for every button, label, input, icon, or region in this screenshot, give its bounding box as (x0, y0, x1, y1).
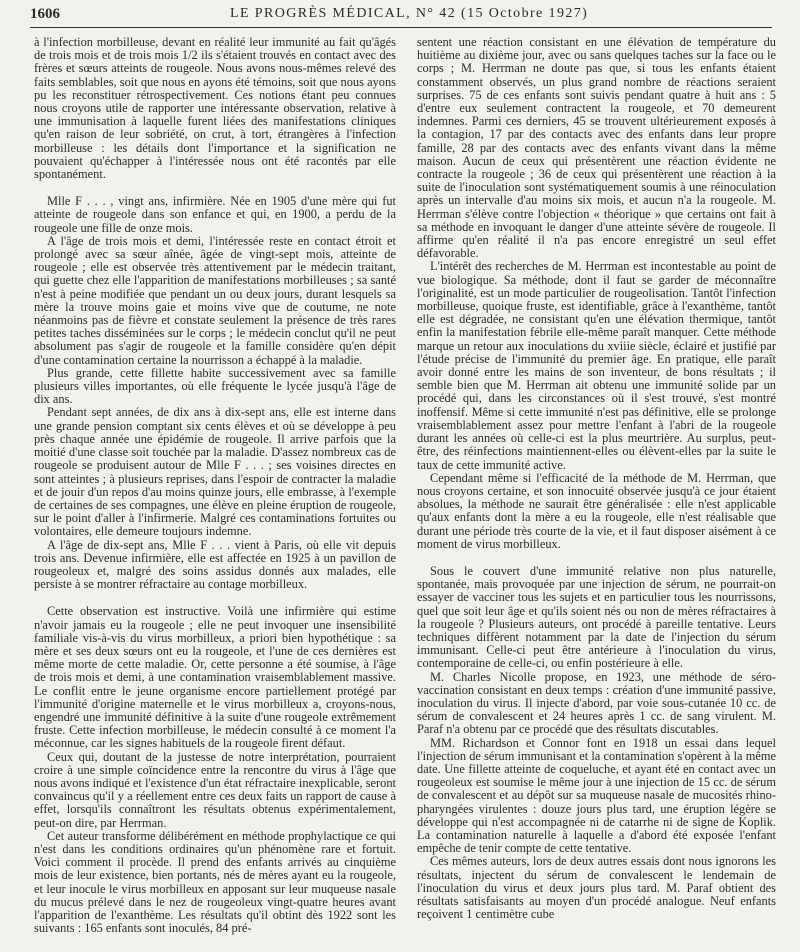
paragraph: Cet auteur transforme délibérément en méthode prophylactique ce qui n'est dans les conditions ordinaires qu'un phénomène rare et fortuit. Voici comment il procède. Il prend des enfants arrivés au cinquième mois de leur existence, bien portants, nés de mères ayant eu la rougeole, et leur inocule le virus morbilleux en apposant sur leur muqueuse nasale du mucus prélevé dans le nez de rougeoleux vingt-quatre heures avant l'apparition de l'exanthème. Les résultats qu'il obtint dès 1922 sont les suivants : 165 enfants sont inoculés, 84 pré- (34, 828, 396, 936)
paragraph: à l'infection morbilleuse, devant en réalité leur immunité au fait qu'âgés de trois mois et de trois mois 1/2 ils s'étaient trouvés en contact avec des frères et sœurs atteints de rougeole. Nous avons nous-mêmes relevé des faits semblables, soit que nous en ayons été témoins, soit que nous ayons pu les reconstituer rétrospectivement. Ces notions étant peu connues nous croyons utile de rapporter une intéressante observation, relative à une immunisation à laquelle furent liées des manifestations cliniques qu'en raison de leur sobriété, on crut, à tort, étrangères à l'infection morbilleuse : les détails dont l'importance et la signification ne pouvaient qu'échapper à l'intéressée nous ont été racontés par elle spontanément. (34, 35, 396, 182)
paragraph: MM. Richardson et Connor font en 1918 un essai dans lequel l'injection de sérum immunisant et la contamination s'opèrent à la même date. Une fillette atteinte de coqueluche, et ayant été en contact avec un rougeoleux est soumise le même jour à une injection de 15 cc. de sérum de convalescent et au dépôt sur sa muqueuse nasale de mucosités rhino-pharyngées virulentes : douze jours plus tard, une éruption légère se développe qui n'est accompagnée ni de catarrhe ni de signe de Koplik. La contamination naturelle à laquelle a d'abord été exposée l'enfant empêche de tenir compte de cette tentative. (417, 735, 776, 856)
paragraph: Mlle F . . . , vingt ans, infirmière. Née en 1905 d'une mère qui fut atteinte de rougeole dans son enfance et qui, en 1900, a perdu de la rougeole une fille de onze mois. (34, 194, 396, 235)
paragraph: sentent une réaction consistant en une élévation de température du huitième au dixième jour, avec ou sans quelques taches sur la face ou le corps ; M. Herrman ne doute pas que, si tous les enfants étaient constamment observés, un plus grand nombre de réactions seraient surprises. 75 de ces enfants sont suivis pendant quatre à huit ans : 5 d'entre eux seulement contractent la rougeole, et 70 demeurent indemnes. Parmi ces derniers, 45 se trouvent ultérieurement exposés à la contagion, 17 par des contacts avec des enfants dans leur propre famille, 28 par des contacts avec des enfants vivant dans la même maison. Aucun de ceux qui présentèrent une réaction évidente ne contracte la rougeole ; 36 de ceux qui présentèrent une réaction à la suite de l'inoculation sont systématiquement soumis à une réinoculation après un intervalle d'au moins six mois, et aucun n'a la rougeole. M. Herrman s'élève contre l'objection « théorique » que certains ont fait à sa méthode en invoquant le danger d'une atteinte sévère de rougeole. Il affirme qu'en réalité il n'a pas encore enregistré un seul effet défavorable. (417, 35, 776, 261)
right-column (417, 36, 776, 921)
paragraph: A l'âge de dix-sept ans, Mlle F . . . vient à Paris, où elle vit depuis trois ans. Devenue infirmière, elle est affectée en 1925 à un pavillon de rougeoleux et, malgré des soins assidus donnés aux malades, elle persiste à se montrer réfractaire au contage morbilleux. (34, 537, 396, 592)
header-rule (30, 27, 772, 28)
running-title: LE PROGRÈS MÉDICAL, N° 42 (15 Octobre 1927) (230, 6, 589, 21)
paragraph: Pendant sept années, de dix ans à dix-sept ans, elle est interne dans une grande pension comptant six cents élèves et où se développe à peu près chaque année une épidémie de rougeole. Il arrive parfois que la moitié d'une classe soit touchée par la maladie. D'assez nombreux cas de rougeole se produisent autour de Mlle F . . . ; ses voisines directes en sont atteintes ; à plusieurs reprises, dans l'espoir de contracter la maladie et de jouir d'un repos d'au moins quinze jours, elle embrasse, à l'exemple de certaines de ses compagnes, une élève en pleine éruption de rougeole, sur le point d'aller à l'infirmerie. Malgré ces contaminations fortuites ou volontaires, elle demeure toujours indemne. (34, 405, 396, 539)
paragraph: L'intérêt des recherches de M. Herrman est incontestable au point de vue biologique. Sa méthode, dont il faut se garder de méconnaître l'originalité, est un mode particulier de rougeolisation. Tantôt l'infection morbilleuse, quoique fruste, est identifiable, grâce à l'exanthème, tantôt elle est dégradée, ne consistant qu'en une élévation thermique, tantôt enfin la manifestation fébrile elle-même paraît manquer. Cette méthode marque un retour aux inoculations du xviiie siècle, éclairé et justifié par l'étude précise de l'immunité du premier âge. En pratique, elle paraît avoir donné entre les mains de son inventeur, de bons résultats ; il semble bien que M. Herrman ait obtenu une immunité solide par un procédé qui, dans les circonstances où il s'est trouvé, s'est montré inoffensif. Même si cette immunité n'est pas définitive, elle se prolonge vraisemblablement assez pour mettre l'enfant à l'abri de la rougeole durant les années où celle-ci est la plus meurtrière. Au surplus, peut-être, des réinfections maintiennent-elles ou élèvent-elles par la suite le taux de cette immunité active. (417, 259, 776, 472)
page-number: 1606 (30, 6, 60, 22)
paragraph: M. Charles Nicolle propose, en 1923, une méthode de séro-vaccination consistant en deux temps : création d'une immunité passive, inoculation du virus. Il injecte d'abord, par voie sous-cutanée 10 cc. de sérum de convalescent et 24 heures après 1 cc. de sang virulent. M. Paraf n'a obtenu par ce procédé que des résultats discutables. (417, 669, 776, 737)
paragraph: Sous le couvert d'une immunité relative non plus naturelle, spontanée, mais provoquée par une injection de sérum, ne pourrait-on essayer de vacciner tous les sujets et en particulier tous les nourrissons, quel que soit leur âge et qu'ils soient nés ou non de mères réfractaires à la rougeole ? Plusieurs auteurs, ont procédé à pareille tentative. Leurs techniques diffèrent notamment par la date de l'injection du sérum immunisant. Celle-ci peut être antérieure à l'inoculation du virus, contemporaine de celle-ci, ou enfin postérieure à elle. (417, 563, 776, 671)
paragraph: Ces mêmes auteurs, lors de deux autres essais dont nous ignorons les résultats, injectent du sérum de convalescent le lendemain de l'inoculation du virus et deux jours plus tard. M. Paraf obtient des résultats satisfaisants au moyen d'un procédé analogue. Neuf enfants reçoivent 1 centimètre cube (417, 854, 776, 922)
paragraph: Cette observation est instructive. Voilà une infirmière qui estime n'avoir jamais eu la rougeole ; elle ne peut invoquer une insensibilité familiale vis-à-vis du virus morbilleux, a priori bien hypothétique : sa mère et ses deux sœurs ont eu la rougeole, et l'une de ces dernières est même morte de cette maladie. Or, cette personne a été soumise, à l'âge de trois mois et demi, à une contamination vraisemblablement massive. Le conflit entre le jeune organisme encore partiellement protégé par l'immunité d'origine maternelle et le virus morbilleux a, croyons-nous, engendré une immunité définitive à la suite d'une rougeole extrêmement fruste. Cette infection morbilleuse, le médecin consulté à ce moment l'a méconnue, car les signes habituels de la rougeole firent défaut. (34, 604, 396, 751)
left-column (34, 36, 396, 935)
paragraph: A l'âge de trois mois et demi, l'intéressée reste en contact étroit et prolongé avec sa sœur aînée, âgée de vingt-sept mois, atteinte de rougeole ; elle est observée très attentivement par le médecin traitant, qui guette chez elle l'apparition de manifestations morbilleuses ; sa santé n'est à peine modifiée que pendant un ou deux jours, durant lesquels sa mère la trouve moins gaie et moins vive que de coutume, ne note néanmoins pas de fièvre et constate seulement la présence de très rares petites taches disséminées sur le corps ; le médecin conclut qu'il ne peut absolument pas s'agir de rougeole et la famille considère qu'en dépit d'une contamination certaine la nourrisson a échappé à la maladie. (34, 233, 396, 367)
running-header (30, 6, 770, 24)
paragraph: Cependant même si l'efficacité de la méthode de M. Herrman, que nous croyons certaine, et son innocuité observée jusqu'à ce jour étaient absolues, la méthode ne saurait être généralisée : elle n'est applicable qu'aux enfants dont la mère a eu la rougeole, elle n'est réalisable que durant une période très courte de la vie, et il faut disposer aisément à ce moment de virus morbilleux. (417, 470, 776, 551)
paragraph: Plus grande, cette fillette habite successivement avec sa famille plusieurs villes importantes, où elle fréquente le lycée jusqu'à l'âge de dix ans. (34, 365, 396, 407)
paragraph: Ceux qui, doutant de la justesse de notre interprétation, pourraient croire à une simple coïncidence entre la rencontre du virus à l'âge que nous avons indiqué et l'existence d'un état réfractaire inexplicable, seront convaincus qu'il y a réellement entre ces deux faits un rapport de cause à effet, lorsqu'ils connaîtront les résultats obtenus expérimentalement, peut-on dire, par Herrman. (34, 749, 396, 830)
